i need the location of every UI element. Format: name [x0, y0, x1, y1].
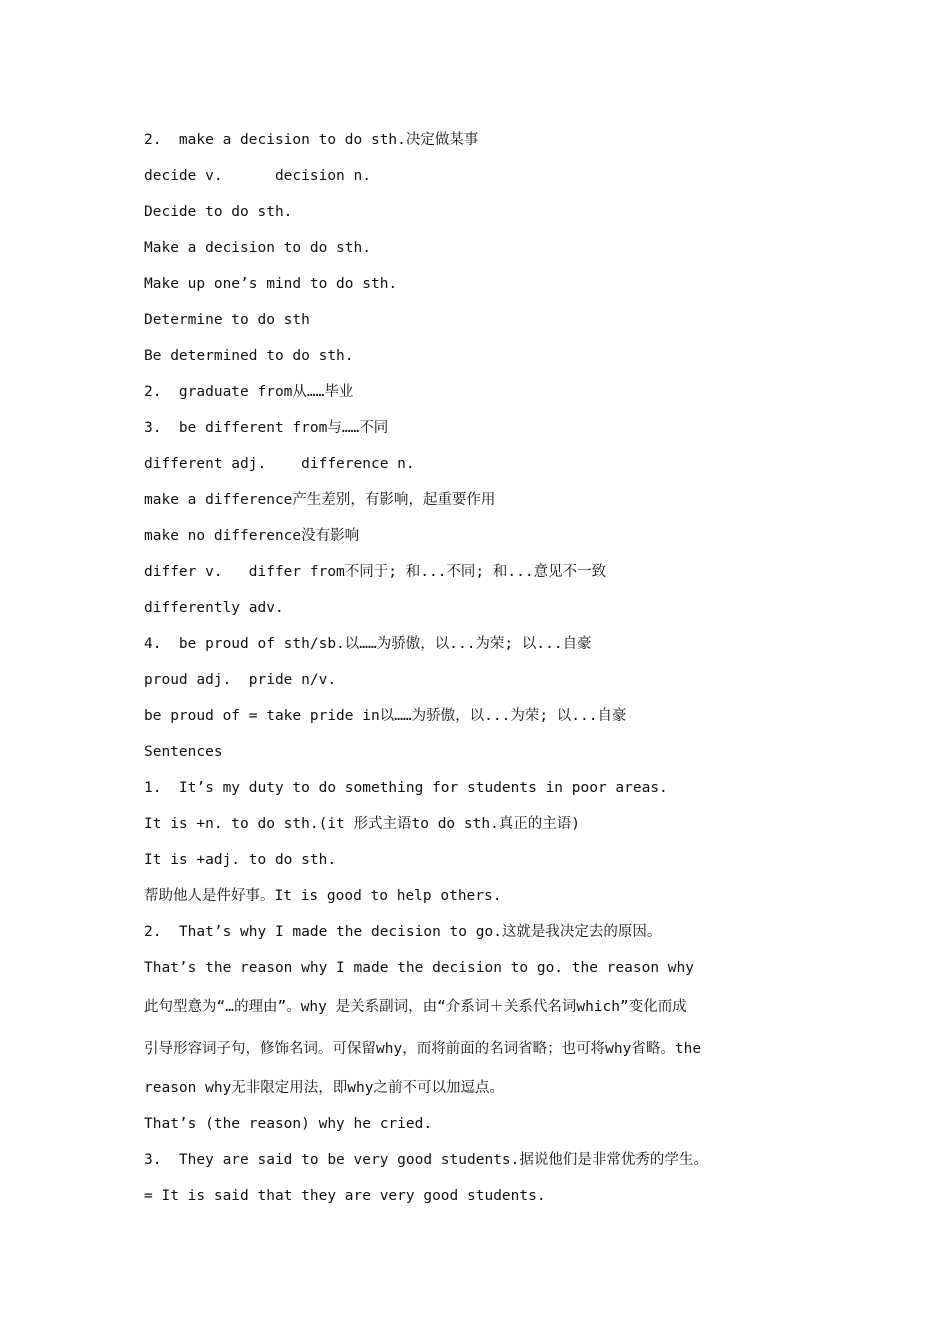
text-line: It is +n. to do sth.(it 形式主语to do sth.真正的主语): [144, 816, 581, 832]
text-line: proud adj. pride n/v.: [144, 672, 337, 688]
text-line: Make a decision to do sth.: [144, 240, 371, 256]
text-line: 2. make a decision to do sth.决定做某事: [144, 132, 479, 148]
text-line: Determine to do sth: [144, 312, 310, 328]
text-line: 3. be different from与……不同: [144, 420, 389, 436]
text-line: Be determined to do sth.: [144, 348, 354, 364]
text-line: different adj. difference n.: [144, 456, 415, 472]
text-line: = It is said that they are very good students.: [144, 1188, 546, 1204]
text-line: be proud of = take pride in以……为骄傲，以...为荣; 以...自豪: [144, 708, 627, 724]
text-line: It is +adj. to do sth.: [144, 852, 337, 868]
text-line: 引导形容词子句，修饰名词。可保留why，而将前面的名词省略；也可将why省略。the: [144, 1041, 702, 1057]
text-line: make no difference没有影响: [144, 528, 360, 544]
text-line: Make up one’s mind to do sth.: [144, 276, 398, 292]
text-line: Decide to do sth.: [144, 204, 293, 220]
text-line: decide v. decision n.: [144, 168, 371, 184]
text-line: 2. graduate from从……毕业: [144, 384, 354, 400]
text-line: 4. be proud of sth/sb.以……为骄傲，以...为荣; 以...自豪: [144, 636, 592, 652]
text-line: That’s (the reason) why he cried.: [144, 1116, 433, 1132]
document-body: [144, 122, 824, 1214]
text-line: That’s the reason why I made the decision to go. the reason why: [144, 960, 694, 976]
text-line: 2. That’s why I made the decision to go.这就是我决定去的原因。: [144, 924, 662, 940]
text-line: 帮助他人是件好事。It is good to help others.: [144, 888, 502, 904]
text-line: differ v. differ from不同于; 和...不同; 和...意见不一致: [144, 564, 607, 580]
text-line: reason why无非限定用法，即why之前不可以加逗点。: [144, 1080, 504, 1096]
text-line: differently adv.: [144, 600, 284, 616]
text-line: 3. They are said to be very good students.据说他们是非常优秀的学生。: [144, 1152, 708, 1168]
section-heading: Sentences: [144, 744, 223, 760]
text-line: 此句型意为“…的理由”。why 是关系副词，由“介系词＋关系代名词which”变化而成: [144, 999, 687, 1015]
text-line: 1. It’s my duty to do something for students in poor areas.: [144, 780, 668, 796]
text-line: make a difference产生差别，有影响，起重要作用: [144, 492, 496, 508]
